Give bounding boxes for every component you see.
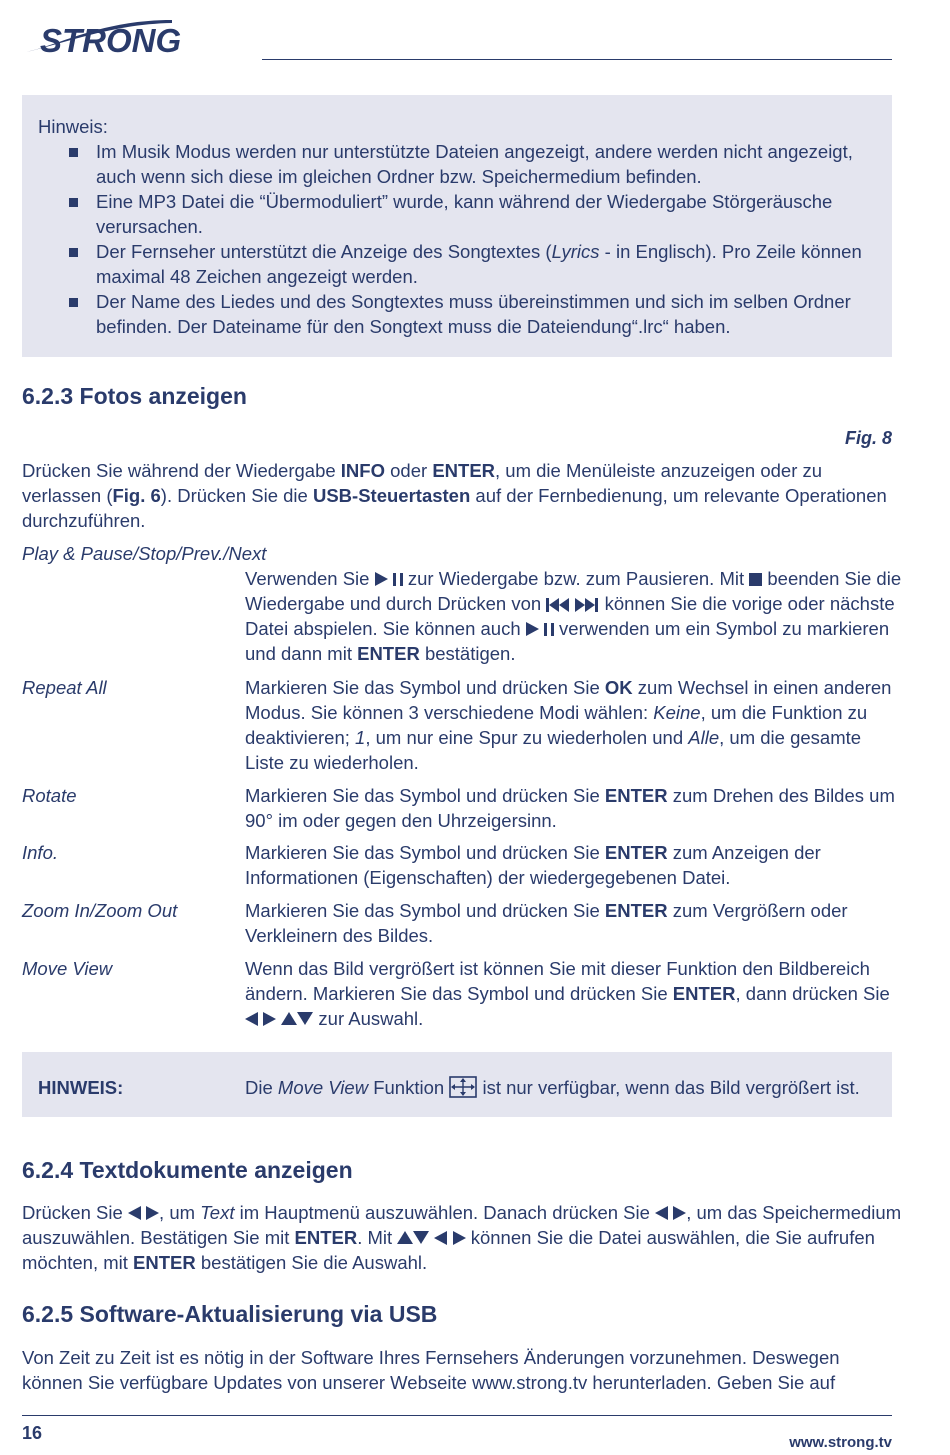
def-desc: Markieren Sie das Symbol und drücken Sie ENTER zum Drehen des Bildes um 90° im oder gegen den Uhrzeigersinn. <box>245 785 895 831</box>
play-icon <box>375 572 388 586</box>
def-desc: Markieren Sie das Symbol und drücken Sie OK zum Wechsel in einen anderen Modus. Sie können 3 verschiedene Modi wählen: Keine, um die Funktion zu deaktivieren; 1, um nur eine Spur zu wiederholen und Alle, um die gesamte Liste zu wiederholen. <box>245 677 892 773</box>
note-label: Hinweis: <box>38 116 108 137</box>
figure-ref: Fig. 8 <box>844 428 892 448</box>
intro-paragraph: Drücken Sie während der Wiedergabe INFO oder ENTER, um die Menüleiste anzuzeigen oder zu verlassen (Fig. 6). Drücken Sie die USB-Steuertasten auf der Fernbedienung, um relevante Operationen durchzuführen. <box>22 460 887 531</box>
note-box <box>22 95 892 357</box>
page-number: 16 <box>22 1423 43 1443</box>
note-item: Im Musik Modus werden nur unterstützte Dateien angezeigt, andere werden nicht angezeigt, auch wenn sich diese im gleichen Ordner bzw. Speichermedium befinden. <box>38 139 876 189</box>
note-list <box>38 139 876 339</box>
stop-icon <box>749 573 762 586</box>
left-arrow-icon <box>434 1231 447 1245</box>
def-desc: Markieren Sie das Symbol und drücken Sie ENTER zum Vergrößern oder Verkleinern des Bildes. <box>245 900 848 946</box>
hint-label: HINWEIS: <box>38 1077 124 1098</box>
def-term: Move View <box>22 958 113 979</box>
note-item: Der Fernseher unterstützt die Anzeige des Songtextes (Lyrics - in Englisch). Pro Zeile können maximal 48 Zeichen angezeigt werden. <box>38 239 876 289</box>
right-arrow-icon <box>146 1206 159 1220</box>
hint-text: Die Move View Funktion ist nur verfügbar, wenn das Bild vergrößert ist. <box>245 1077 860 1098</box>
footer-rule <box>22 1415 892 1416</box>
section-title: 6.2.4 Textdokumente anzeigen <box>22 1157 353 1183</box>
right-arrow-icon <box>453 1231 466 1245</box>
footer-website[interactable]: www.strong.tv <box>789 1434 892 1451</box>
play-icon <box>526 622 539 636</box>
def-term: Info. <box>22 842 58 863</box>
next-icon <box>575 598 599 612</box>
left-arrow-icon <box>128 1206 141 1220</box>
right-arrow-icon <box>673 1206 686 1220</box>
section-title: 6.2.3 Fotos anzeigen <box>22 383 247 409</box>
right-arrow-icon <box>263 1012 276 1026</box>
pause-icon <box>393 573 403 586</box>
paragraph-software-update: Von Zeit zu Zeit ist es nötig in der Software Ihres Fernsehers Änderungen vorzunehmen. Deswegen können Sie verfügbare Updates von unserer Webseite www.strong.tv herunterladen. Geben Sie auf <box>22 1347 840 1393</box>
def-desc: Wenn das Bild vergrößert ist können Sie mit dieser Funktion den Bildbereich ändern. Markieren Sie das Symbol und drücken Sie ENTER, dann drücken Sie zur Auswahl. <box>245 958 890 1029</box>
header-rule <box>262 59 892 60</box>
left-arrow-icon <box>245 1012 258 1026</box>
note-item: Eine MP3 Datei die “Übermoduliert” wurde, kann während der Wiedergabe Störgeräusche verursachen. <box>38 189 876 239</box>
strong-logo <box>22 14 232 60</box>
up-arrow-icon <box>281 1012 297 1025</box>
pause-icon <box>544 623 554 636</box>
section-title: 6.2.5 Software-Aktualisierung via USB <box>22 1301 438 1327</box>
def-term: Play & Pause/Stop/Prev./Next <box>22 543 267 564</box>
def-desc: Verwenden Sie zur Wiedergabe bzw. zum Pausieren. Mit beenden Sie die Wiedergabe und durch Drücken von können Sie die vorige oder nächste Datei abspielen. Sie können auch verwenden um ein Symbol zu markieren und dann mit ENTER bestätigen. <box>245 568 902 664</box>
def-desc: Markieren Sie das Symbol und drücken Sie ENTER zum Anzeigen der Informationen (Eigenschaften) der wiedergegebenen Datei. <box>245 842 821 888</box>
logo-text: STRONG <box>40 22 182 59</box>
hint-box <box>22 1052 892 1117</box>
def-term: Rotate <box>22 785 77 806</box>
left-arrow-icon <box>655 1206 668 1220</box>
def-term: Zoom In/Zoom Out <box>22 900 178 921</box>
paragraph-text-docs: Drücken Sie , um Text im Hauptmenü auszuwählen. Danach drücken Sie , um das Speichermedium auszuwählen. Bestätigen Sie mit ENTER. Mit können Sie die Datei auswählen, die Sie aufrufen möchten, mit ENTER bestätigen Sie die Auswahl. <box>22 1202 902 1273</box>
down-arrow-icon <box>413 1231 429 1244</box>
move-view-icon <box>449 1076 477 1098</box>
prev-icon <box>546 598 570 612</box>
def-term: Repeat All <box>22 677 107 698</box>
note-item: Der Name des Liedes und des Songtextes muss übereinstimmen und sich im selben Ordner befinden. Der Dateiname für den Songtext muss die Dateiendung“.lrc“ haben. <box>38 289 876 339</box>
up-arrow-icon <box>397 1231 413 1244</box>
down-arrow-icon <box>297 1012 313 1025</box>
